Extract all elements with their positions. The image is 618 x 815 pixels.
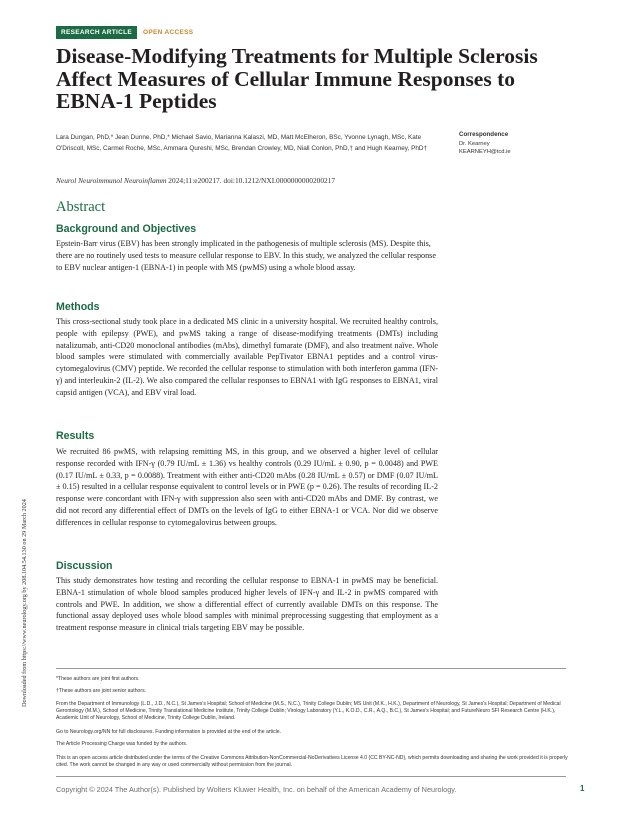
footnote-disclosures: Go to Neurology.org/NN for full disclosures. Funding information is provided at the end of the article. (56, 729, 281, 735)
citation-line (56, 176, 335, 185)
footnote-affiliations: From the Department of Immunology (L.D., J.D., N.C.), St James's Hospital; School of Medicine (M.S., N.C.), Trinity College Dublin; MS Unit (M.K., H.K.), Department of Neurology, St James's Hospital; Department of Medical Gerontology (M.M.), School of Medicine, Trinity Translational Medicine Institute, Trinity College Dublin; Virology Laboratory (Y.L., K.O.D., C.R., A.Q., B.C.), St James's Hospital; and FutureNeuro SFI Research Centre (H.K.), Academic Unit of Neurology, School of Medicine, Trinity College Dublin, Ireland. (56, 701, 561, 721)
abstract-heading: Abstract (56, 199, 106, 215)
page-number: 1 (580, 784, 585, 793)
section-heading-methods: Methods (56, 301, 100, 313)
section-heading-discussion: Discussion (56, 560, 113, 572)
correspondence-email[interactable]: KEARNEYH@tcd.ie (459, 149, 511, 155)
section-text-methods: This cross-sectional study took place in a dedicated MS clinic in a university hospital. We recruited healthy controls, people with epilepsy (PWE), and pwMS taking a range of disease-modifying treatments (DMTs) including natalizumab, anti-CD20 monoclonal antibodies (mAbs), dimethyl fumarate (DMF), and also treatment naïve. Whole blood samples were stimulated with commercially available PepTivator EBNA1 peptides and a control virus-cytomegalovirus (CMV) peptide. We recorded the cellular response to stimulation with both interferon gamma (IFN-γ) and interleukin-2 (IL-2). We also compared the cellular responses to EBNA1 with IgG responses to EBNA1, viral capsid antigen (VCA), and EBV viral load. (56, 317, 438, 397)
section-text-discussion: This study demonstrates how testing and recording the cellular response to EBNA-1 in pwMS may be beneficial. EBNA-1 stimulation of whole blood samples produced higher levels of IFN-γ and IL-2 in pwMS compared with controls and PWE. In addition, we show a differential effect of currently available DMTs on this response. The functional assay deployed uses whole blood samples with minimal preprocessing suggesting that employment as a treatment response measure in clinical trials targeting EBV may be possible. (56, 576, 438, 633)
citation-details: 2024;11:e200217. doi:10.1212/NXI.0000000000200217 (166, 176, 336, 185)
section-heading-results: Results (56, 430, 95, 442)
open-access-label: OPEN ACCESS (143, 29, 194, 36)
correspondence-name: Dr. Kearney (459, 141, 490, 147)
article-tags (56, 26, 193, 39)
article-title: Disease-Modifying Treatments for Multiple Sclerosis Affect Measures of Cellular Immune Responses to EBNA-1 Peptides (56, 44, 538, 113)
article-type-badge: RESEARCH ARTICLE (56, 26, 137, 39)
footer-copyright: Copyright © 2024 The Author(s). Published by Wolters Kluwer Health, Inc. on behalf of the American Academy of Neurology. (56, 785, 457, 794)
correspondence-box (459, 131, 569, 156)
footnote-joint-first: *These authors are joint first authors. (56, 676, 140, 682)
footer-divider (56, 776, 566, 777)
section-text-results: We recruited 86 pwMS, with relapsing remitting MS, in this group, and we observed a higher level of cellular response recorded with IFN-γ (0.79 IU/mL ± 1.36) vs healthy controls (0.29 IU/mL ± 0.90, p = 0.0048) and PWE (0.17 IU/mL ± 0.33, p = 0.0088). Treatment with either anti-CD20 mAbs (0.28 IU/mL ± 0.57) or DMF (0.07 IU/mL ± 0.15) resulted in a cellular response equivalent to control levels or in PWE (p = 0.26). The results of recording IL-2 response were concordant with IFN-γ with suppression also seen with anti-CD20 mAbs and DMF. By contrast, we did not record any differential effect of DMTs on the levels of IgG to either EBNA-1 or VCA. Nor did we observe differences in cellular response to cytomegalovirus between groups. (56, 447, 438, 527)
journal-name: Neurol Neuroimmunol Neuroinflamm (56, 176, 167, 185)
footnote-joint-senior: †These authors are joint senior authors. (56, 688, 147, 694)
section-heading-background: Background and Objectives (56, 223, 197, 235)
section-text-background: Epstein-Barr virus (EBV) has been strongly implicated in the pathogenesis of multiple sclerosis (MS). Despite this, there are no routinely used tests to measure cellular response to EBV. In this study, we analyzed the cellular response to EBV nuclear antigen-1 (EBNA-1) in people with MS (pwMS) using a whole blood assay. (56, 239, 436, 272)
correspondence-heading: Correspondence (459, 131, 509, 138)
author-list: Lara Dungan, PhD,* Jean Dunne, PhD,* Michael Savio, Marianna Kalaszi, MD, Matt McElheron, BSc, Yvonne Lynagh, MSc, Kate O'Driscoll, MSc, Carmel Roche, MSc, Ammara Qureshi, MSc, Brendan Crowley, MD, Niall Conlon, PhD,† and Hugh Kearney, PhD† (56, 134, 428, 152)
footnote-license: This is an open access article distributed under the terms of the Creative Commons Attribution-NonCommercial-NoDerivatives License 4.0 (CC BY-NC-ND), which permits downloading and sharing the work provided it is properly cited. The work cannot be changed in any way or used commercially without permission from the journal. (56, 755, 568, 768)
download-watermark: Downloaded from https://www.neurology.org by 208.104.54.130 on 29 March 2024 (21, 499, 28, 707)
footnote-divider (56, 668, 566, 669)
footnote-apc: The Article Processing Charge was funded by the authors. (56, 741, 188, 747)
